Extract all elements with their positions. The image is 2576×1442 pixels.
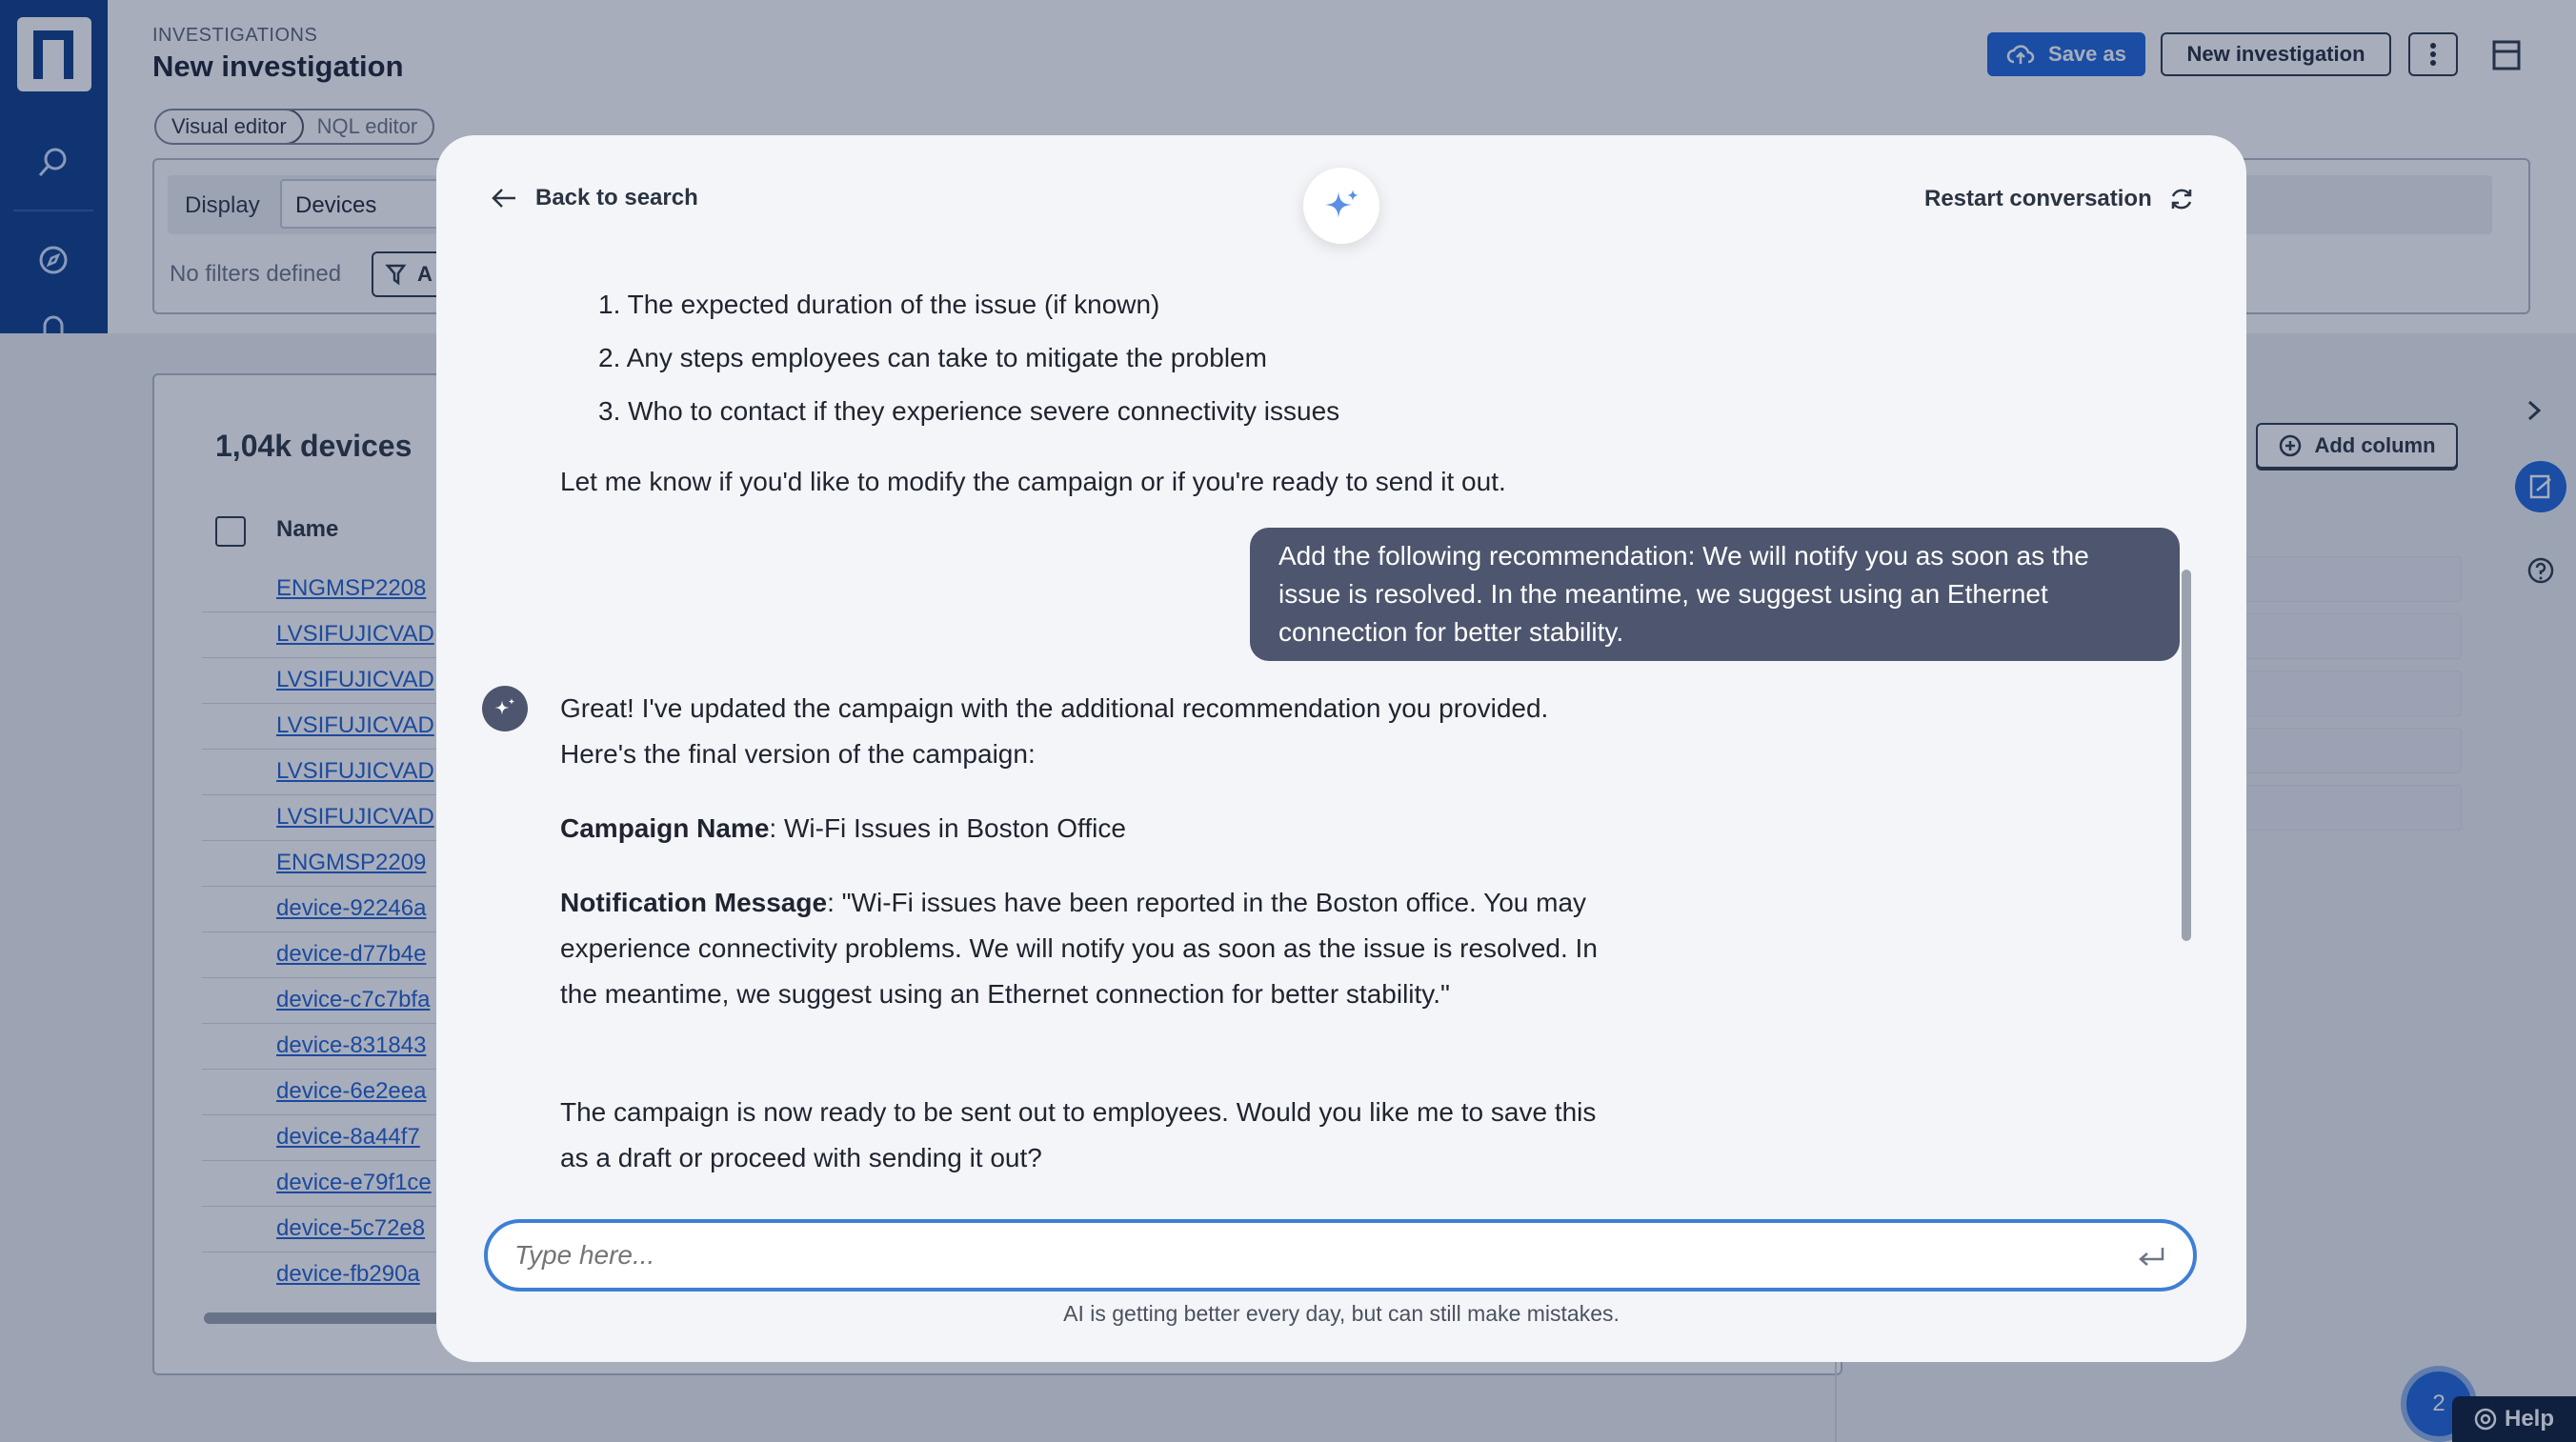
sparkle-icon bbox=[1321, 186, 1361, 226]
arrow-left-icon bbox=[490, 186, 518, 210]
device-link[interactable]: LVSIFUJICVAD bbox=[276, 621, 434, 647]
tab-visual-editor[interactable]: Visual editor bbox=[154, 109, 304, 145]
device-link[interactable]: ENGMSP2208 bbox=[276, 575, 427, 601]
chat-input-box[interactable] bbox=[484, 1219, 2197, 1292]
ai-reply-intro: Great! I've updated the campaign with the additional recommendation you provided. Here's the final version of the campaign: bbox=[560, 693, 1549, 769]
ai-sparkle-badge bbox=[1303, 168, 1379, 244]
device-link[interactable]: device-c7c7bfa bbox=[276, 987, 431, 1012]
help-label: Help bbox=[2504, 1406, 2554, 1432]
column-name-header[interactable]: Name bbox=[276, 516, 339, 542]
display-select[interactable]: Devices bbox=[280, 179, 585, 229]
ai-sparkle-icon bbox=[493, 696, 517, 721]
section-label: INVESTIGATIONS bbox=[152, 25, 318, 46]
save-as-label: Save as bbox=[2048, 42, 2126, 66]
add-column-label: Add column bbox=[2314, 433, 2436, 457]
device-link[interactable]: device-831843 bbox=[276, 1032, 427, 1058]
list-item: 1. The expected duration of the issue (if known) bbox=[598, 290, 1160, 319]
device-link[interactable]: device-d77b4e bbox=[276, 941, 427, 967]
ai-assistant-modal bbox=[436, 135, 2246, 1362]
device-link[interactable]: device-92246a bbox=[276, 895, 427, 921]
no-filters-text: No filters defined bbox=[170, 261, 342, 287]
user-message-bubble: Add the following recommendation: We will notify you as soon as the issue is resolved. In the meantime, we suggest using an Ethernet connection for better stability. bbox=[1250, 528, 2180, 661]
ai-followup: Let me know if you'd like to modify the campaign or if you're ready to send it out. bbox=[560, 467, 1506, 496]
restart-label: Restart conversation bbox=[1924, 186, 2152, 211]
add-filter-label: A bbox=[417, 262, 433, 286]
device-link[interactable]: device-6e2eea bbox=[276, 1078, 427, 1104]
new-investigation-button[interactable]: New investigation bbox=[2161, 32, 2391, 76]
ai-list bbox=[598, 278, 1339, 438]
notification-badge[interactable]: 2 bbox=[2401, 1366, 2477, 1442]
device-link[interactable]: LVSIFUJICVAD bbox=[276, 712, 434, 738]
device-link[interactable]: device-8a44f7 bbox=[276, 1124, 420, 1150]
refresh-icon bbox=[2167, 185, 2196, 213]
tab-nql-editor[interactable]: NQL editor bbox=[316, 114, 418, 138]
list-item: 2. Any steps employees can take to mitigate the problem bbox=[598, 343, 1267, 372]
results-count: 1,04k devices bbox=[215, 429, 413, 463]
device-link[interactable]: LVSIFUJICVAD bbox=[276, 758, 434, 784]
device-link[interactable]: device-fb290a bbox=[276, 1261, 420, 1287]
list-item: 3. Who to contact if they experience severe connectivity issues bbox=[598, 396, 1340, 426]
page-title: New investigation bbox=[152, 50, 404, 83]
campaign-name-value: : Wi-Fi Issues in Boston Office bbox=[769, 813, 1126, 843]
device-link[interactable]: LVSIFUJICVAD bbox=[276, 804, 434, 830]
device-link[interactable]: ENGMSP2209 bbox=[276, 850, 427, 875]
back-to-search-label: Back to search bbox=[535, 185, 698, 210]
chat-scrollbar[interactable] bbox=[2182, 570, 2191, 941]
campaign-name-label: Campaign Name bbox=[560, 813, 770, 843]
ai-avatar bbox=[482, 686, 528, 731]
ai-closing: The campaign is now ready to be sent out to employees. Would you like me to save this as a draft or proceed with sending it out? bbox=[560, 1097, 1597, 1172]
display-label: Display bbox=[185, 192, 260, 218]
device-link[interactable]: LVSIFUJICVAD bbox=[276, 667, 434, 692]
enter-key-icon[interactable] bbox=[2136, 1244, 2166, 1269]
device-link[interactable]: device-e79f1ce bbox=[276, 1170, 432, 1195]
campaign-name bbox=[560, 806, 1627, 851]
ai-disclaimer: AI is getting better every day, but can still make mistakes. bbox=[1063, 1301, 1620, 1326]
notification-value: : "Wi-Fi issues have been reported in the Boston office. You may experience connectivity problems. We will notify you as soon as the issue is resolved. In the meantime, we suggest using an Ethernet connection for better stability." bbox=[560, 888, 1598, 1009]
notification-label: Notification Message bbox=[560, 888, 828, 917]
back-to-search-link[interactable] bbox=[490, 185, 698, 211]
device-link[interactable]: device-5c72e8 bbox=[276, 1215, 426, 1241]
notification-message bbox=[560, 880, 1627, 1017]
restart-conversation-button[interactable] bbox=[1924, 185, 2196, 213]
chat-input[interactable] bbox=[514, 1234, 2096, 1276]
